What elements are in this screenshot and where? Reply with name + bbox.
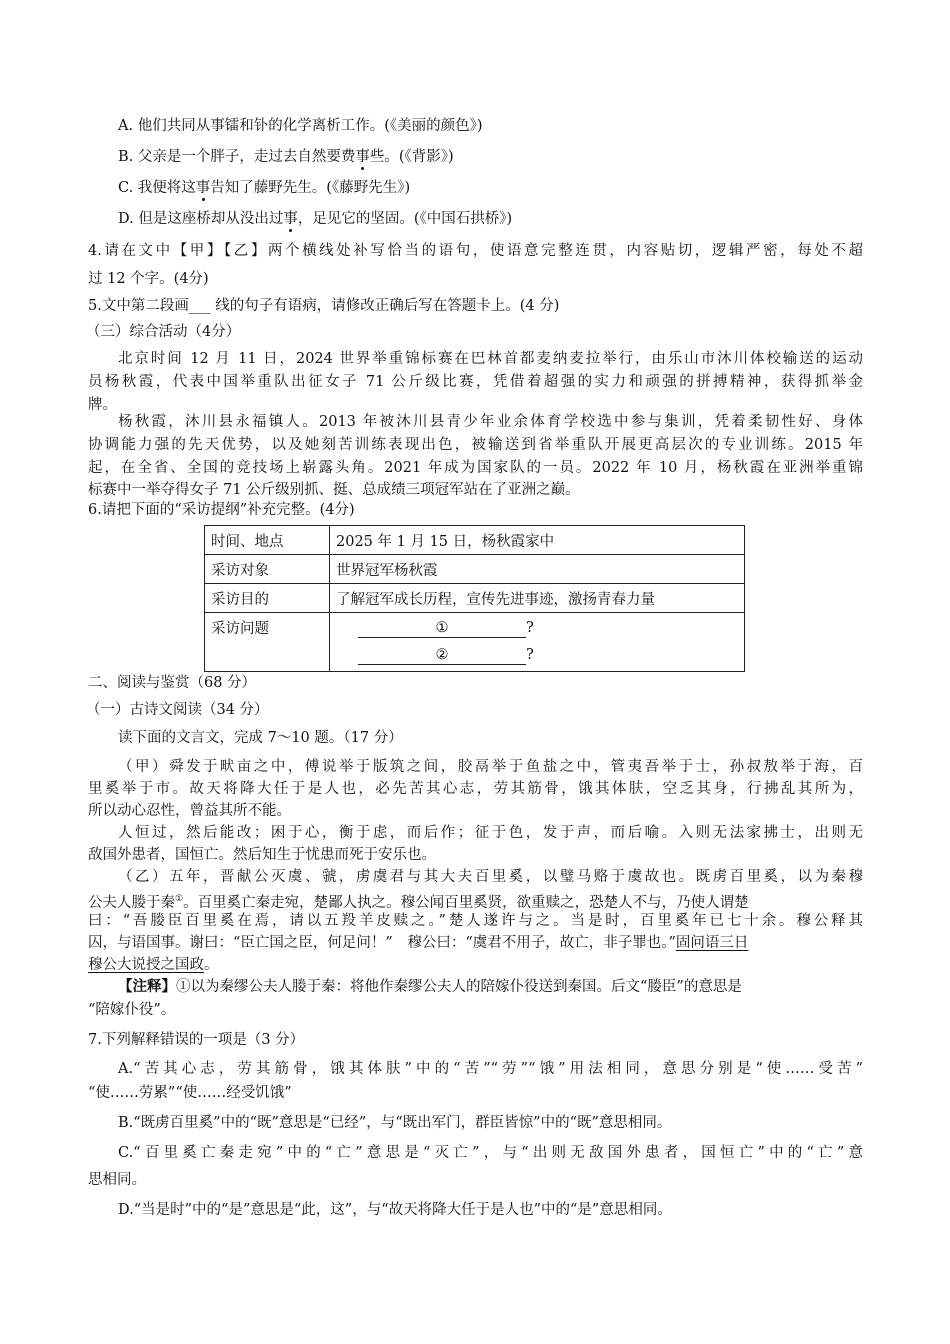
q7-option-a-line1: A.“苦其心志，劳其筋骨，饿其体肤”中的“苦”“劳”“饿”用法相同，意思分别是“使……受苦”: [118, 1061, 863, 1077]
part2-title: 二、阅读与鉴赏（68 分）: [88, 675, 257, 691]
question-blank-2[interactable]: [336, 642, 738, 669]
blank-1-mark: ①: [358, 619, 526, 638]
q3-option-d: D. 但是这座桥却从没出过事，足见它的坚固。(《中国石拱桥》): [118, 211, 513, 227]
passage-jia-line2: 里奚举于市。故天将降大任于是人也，必先苦其心志，劳其筋骨，饿其体肤，空乏其身，行拂乱其所为，: [88, 781, 863, 797]
passage-jia-line4: 人恒过，然后能改；困于心，衡于虑，而后作；征于色，发于声，而后喻。入则无法家拂士，出则无: [118, 825, 863, 841]
emphasis-dot-char: 事: [355, 149, 370, 165]
activity-p1-line3: 牌。: [88, 397, 117, 413]
table-row: [205, 555, 745, 584]
activity-p2-line4: 标赛中一举夺得女子 71 公斤级别抓、挺、总成绩三项冠军站在了亚洲之巅。: [88, 482, 580, 498]
q3-option-a: A. 他们共同从事镭和钋的化学离析工作。(《美丽的颜色》): [118, 118, 483, 134]
table-value: 2025 年 1 月 15 日，杨秋霞家中: [330, 526, 745, 555]
q7-option-c-line2: 思相同。: [88, 1172, 146, 1188]
table-key: 时间、地点: [205, 526, 330, 555]
table-key: 采访对象: [205, 555, 330, 584]
part2-instruction: 读下面的文言文，完成 7～10 题。（17 分）: [118, 730, 403, 746]
q7-option-c-line1: C.“百里奚亡秦走宛”中的“亡”意思是“灭亡”，与“出则无敌国外患者，国恒亡”中的“亡”意: [118, 1145, 863, 1161]
q7-option-b: B.“既虏百里奚”中的“既”意思是“已经”，与“既出军门，群臣皆惊”中的“既”意思相同。: [118, 1115, 672, 1131]
blank-2-mark: ②: [358, 646, 526, 665]
passage-yi-line3: 曰：“吾媵臣百里奚在焉，请以五羖羊皮赎之。”楚人遂许与之。当是时，百里奚年已七十余。穆公释其: [88, 913, 863, 929]
passage-yi-line2b: 。百里奚亡秦走宛，楚鄙人执之。穆公闻百里奚贤，欲重赎之，恐楚人不与，乃使人谓楚: [183, 894, 749, 911]
table-key: 采访问题: [205, 613, 330, 672]
table-key: 采访目的: [205, 584, 330, 613]
passage-jia-line1: （甲）舜发于畎亩之中，傅说举于版筑之间，胶鬲举于鱼盐之中，管夷吾举于士，孙叔敖举于海，百: [118, 759, 863, 775]
interview-questions-cell: [330, 613, 745, 672]
q5-before: 5.文中第二段画: [88, 298, 189, 314]
underlined-sentence-part2: 穆公大说授之国政: [88, 957, 204, 973]
passage-yi-line5: [88, 955, 219, 975]
activity-p2-line2: 协调能力强的先天优势，以及她刻苦训练表现出色，被输送到省举重队开展更高层次的专业训练。2015 年: [88, 437, 863, 453]
activity-p1-line2: 员杨秋霞，代表中国举重队出征女子 71 公斤级比赛，凭借着超强的实力和顽强的拼搏精神，获得抓举金: [88, 374, 863, 390]
passage-yi-line2a: 公夫人媵于秦: [88, 894, 175, 911]
emphasis-dot-char: 事: [195, 180, 211, 196]
passage-yi-line2: [88, 889, 749, 913]
q4-line-1: 4.请在文中【甲】【乙】两个横线处补写恰当的语句，使语意完整连贯，内容贴切，逻辑严密，每处不超: [88, 243, 863, 259]
part2-sub1: （一）古诗文阅读（34 分）: [86, 702, 269, 718]
q6-prompt: 6.请把下面的“采访提纲”补充完整。(4分): [88, 502, 355, 518]
table-row: [205, 584, 745, 613]
q5-after: 线的句子有语病，请修改正确后写在答题卡上。(4 分): [210, 298, 560, 314]
annotation-line2: “陪嫁仆役”。: [88, 1002, 176, 1018]
emphasis-dot-char: 事: [283, 211, 298, 227]
passage-yi-line5b: 。: [204, 957, 219, 973]
q3-option-b: B. 父亲是一个胖子，走过去自然要费事些。(《背影》): [118, 149, 454, 165]
activity-p2-line3: 起，在全省、全国的竞技场上崭露头角。2021 年成为国家队的一员。2022 年 10 月，杨秋霞在亚洲举重锦: [88, 460, 863, 476]
q4-line-2: 过 12 个字。(4分): [88, 271, 209, 287]
table-row: [205, 526, 745, 555]
table-value: 了解冠军成长历程，宣传先进事迹，激扬青春力量: [330, 584, 745, 613]
question-mark: ?: [526, 620, 534, 636]
activity-title: （三）综合活动（4分）: [86, 324, 241, 340]
q7-option-d: D.“当是时”中的“是”意思是“此，这”，与“故天将降大任于是人也”中的“是”意思相同。: [118, 1202, 672, 1218]
interview-outline-table: [204, 525, 745, 672]
footnote-marker: ①: [175, 894, 184, 904]
q3-option-c: C. 我便将这事告知了藤野先生。(《藤野先生》): [118, 180, 411, 196]
passage-yi-line1: （乙）五年，晋献公灭虞、虢，虏虞君与其大夫百里奚，以璧马赂于虞故也。既虏百里奚，以为秦穆: [118, 869, 863, 885]
annotation-line1: [118, 977, 742, 997]
question-mark: ?: [526, 647, 534, 663]
passage-jia-line5: 敌国外患者，国恒亡。然后知生于忧患而死于安乐也。: [88, 847, 436, 863]
annotation-label: 【注释】: [118, 979, 176, 995]
q7-prompt: 7.下列解释错误的一项是（3 分）: [88, 1032, 305, 1048]
passage-yi-line4a: 囚，与语国事。谢曰：“臣亡国之臣，何足问！” 穆公曰：“虞君不用子，故亡，非子罪也。”: [88, 935, 676, 951]
activity-p1-line1: 北京时间 12 月 11 日，2024 世界举重锦标赛在巴林首都麦纳麦拉举行，由乐山市沐川体校输送的运动: [118, 351, 863, 367]
table-value: 世界冠军杨秋霞: [330, 555, 745, 584]
annotation-text: ①以为秦缪公夫人媵于秦：将他作秦缪公夫人的陪嫁仆役送到秦国。后文“媵臣”的意思是: [176, 979, 742, 995]
q7-option-a-line2: “使……劳累”“使……经受饥饿”: [88, 1085, 292, 1101]
underlined-sentence-part1: 固问语三日: [675, 935, 749, 951]
passage-jia-line3: 所以动心忍性，曾益其所不能。: [88, 803, 291, 819]
q5-blank: ___: [188, 298, 211, 314]
question-blank-1[interactable]: [336, 615, 738, 642]
table-row-questions: [205, 613, 745, 672]
activity-p2-line1: 杨秋霞，沐川县永福镇人。2013 年被沐川县青少年业余体育学校选中参与集训，凭着柔韧性好、身体: [118, 414, 863, 430]
q5-prompt: [88, 296, 559, 316]
passage-yi-line4: [88, 933, 748, 953]
